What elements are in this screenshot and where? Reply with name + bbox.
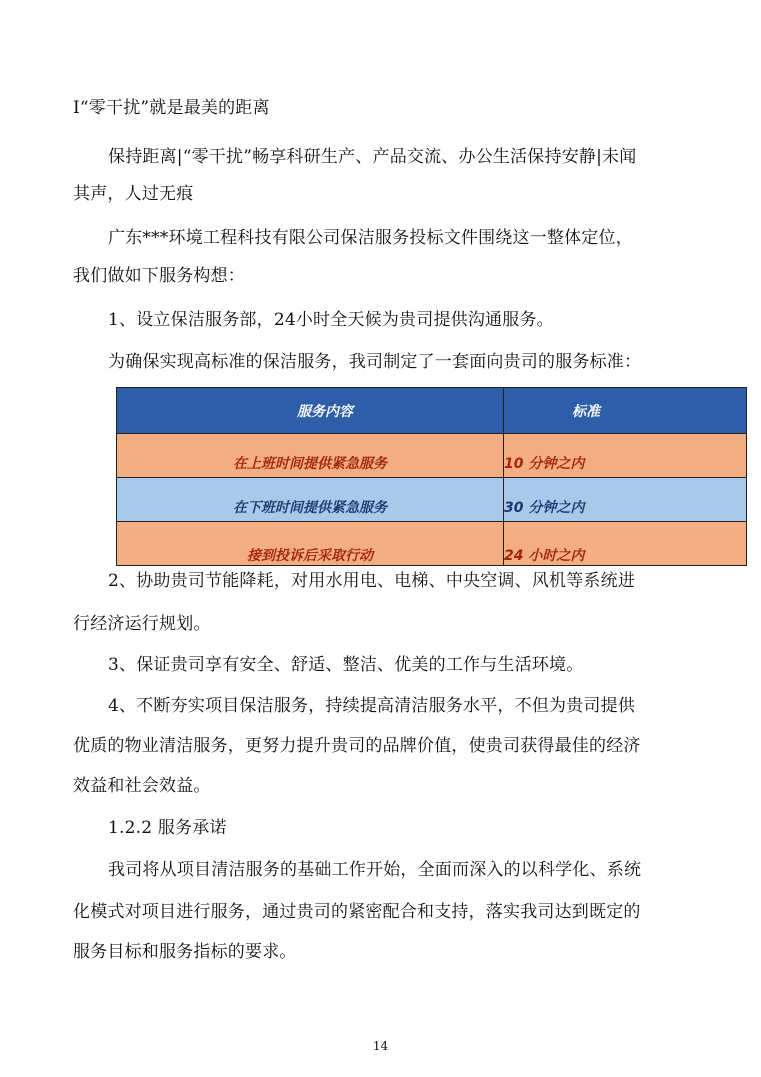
section-heading-service-commitment: 1.2.2 服务承诺 (108, 818, 227, 838)
list-item-3: 3、保证贵司享有安全、舒适、整洁、优美的工作与生活环境。 (108, 655, 584, 675)
row-content: 在下班时间提供紧急服务 (233, 499, 387, 516)
list-item-2-line1: 2、协助贵司节能降耗，对用水用电、电梯、中央空调、风机等系统进 (108, 571, 636, 591)
para2-line1: 广东***环境工程科技有限公司保洁服务投标文件围绕这一整体定位， (108, 228, 633, 248)
col-header-standard: 标准 (504, 388, 747, 434)
row-content: 在上班时间提供紧急服务 (233, 455, 387, 472)
service-standard-table (116, 387, 747, 566)
list-item-1: 1、设立保洁服务部，24小时全天候为贵司提供沟通服务。 (108, 310, 554, 330)
col-header-content: 服务内容 (117, 388, 504, 434)
page-number: 14 (372, 1039, 389, 1053)
list-item-2-line2: 行经济运行规划。 (73, 614, 211, 634)
para3-line3: 服务目标和服务指标的要求。 (73, 942, 297, 962)
para2-line2: 我们做如下服务构想： (73, 266, 245, 286)
heading-zero-interference: I“零干扰”就是最美的距离 (73, 98, 270, 118)
table-row (117, 478, 747, 522)
table-row (117, 434, 747, 478)
list-item-4-line1: 4、不断夯实项目保洁服务，持续提高清洁服务水平，不但为贵司提供 (108, 696, 636, 716)
table-row (117, 522, 747, 566)
row-standard: 10 分钟之内 (504, 455, 585, 472)
para1-line1: 保持距离|“零干扰”畅享科研生产、产品交流、办公生活保持安静|未闻 (108, 147, 637, 167)
para1-line2: 其声，人过无痕 (73, 184, 194, 204)
table-intro: 为确保实现高标准的保洁服务，我司制定了一套面向贵司的服务标准： (108, 352, 642, 372)
para3-line1: 我司将从项目清洁服务的基础工作开始，全面而深入的以科学化、系统 (108, 860, 642, 880)
row-content: 接到投诉后采取行动 (247, 547, 373, 564)
para3-line2: 化模式对项目进行服务，通过贵司的紧密配合和支持，落实我司达到既定的 (73, 902, 641, 922)
row-standard: 30 分钟之内 (504, 499, 585, 516)
row-standard: 24 小时之内 (504, 547, 585, 564)
list-item-4-line3: 效益和社会效益。 (73, 776, 211, 796)
table-header-row (117, 388, 747, 434)
list-item-4-line2: 优质的物业清洁服务，更努力提升贵司的品牌价值，使贵司获得最佳的经济 (73, 736, 641, 756)
